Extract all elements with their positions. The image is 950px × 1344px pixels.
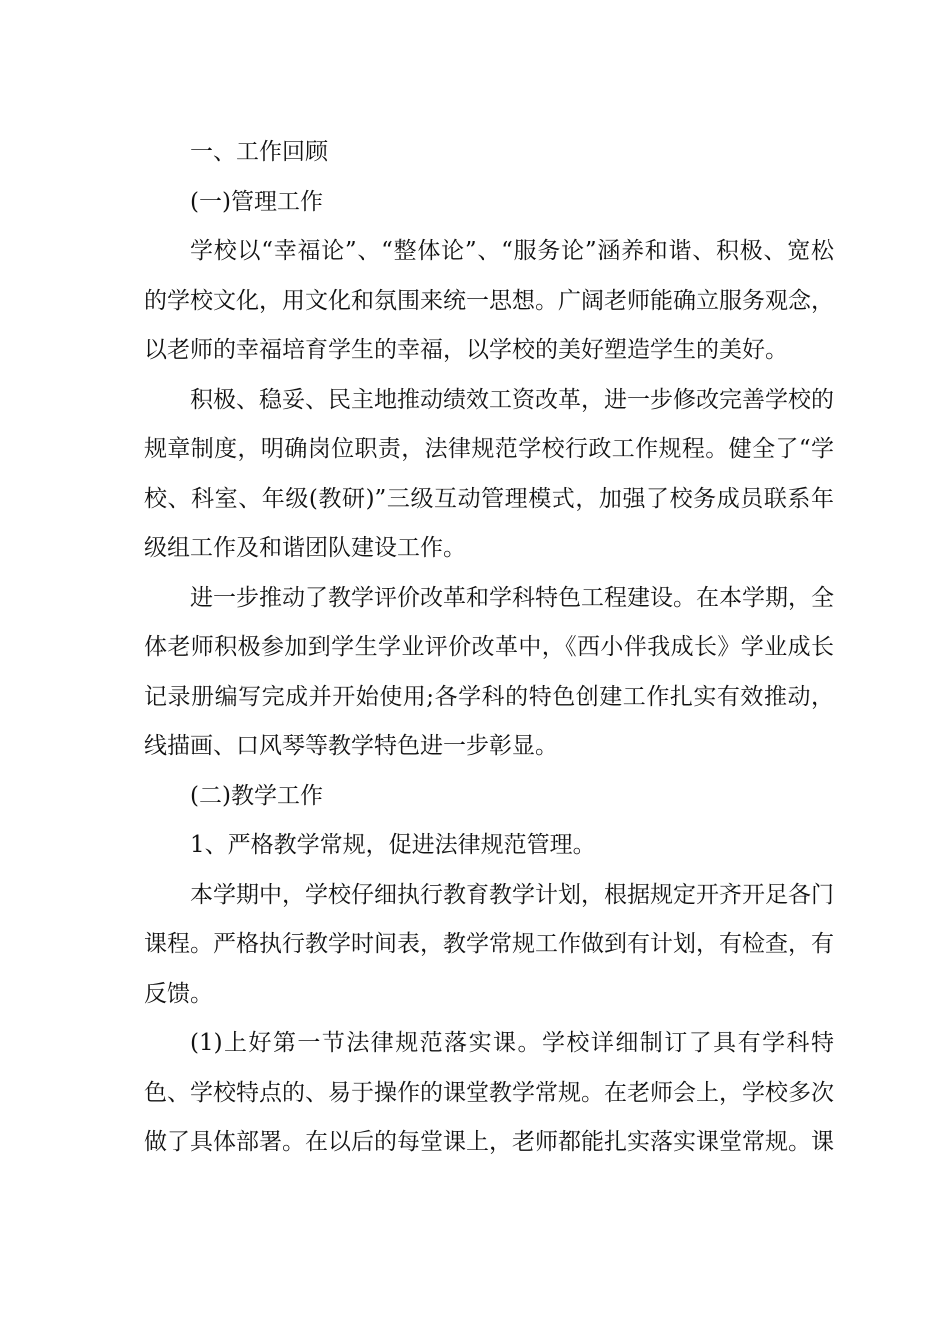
item-heading-teaching-routine: 1、严格教学常规，促进法律规范管理。 bbox=[190, 832, 596, 858]
paragraph-first-lesson: (1)上好第一节法律规范落实课。学校详细制订了具有学科特色、学校特点的、易于操作的课堂教学常规。在老师会上，学校多次做了具体部署。在以后的每堂课上，老师都能扎实落实课堂常规。课 bbox=[144, 1030, 834, 1155]
paragraph-salary-reform: 积极、稳妥、民主地推动绩效工资改革，进一步修改完善学校的规章制度，明确岗位职责，法律规范学校行政工作规程。健全了“学校、科室、年级(教研)”三级互动管理模式，加强了校务成员联系年级组工作及和谐团队建设工作。 bbox=[144, 386, 834, 561]
paragraph-evaluation-reform: 进一步推动了教学评价改革和学科特色工程建设。在本学期，全体老师积极参加到学生学业评价改革中，《西小伴我成长》学业成长记录册编写完成并开始使用;各学科的特色创建工作扎实有效推动，线描画、口风琴等教学特色进一步彰显。 bbox=[144, 584, 834, 759]
paragraph-school-culture: 学校以“幸福论”、“整体论”、“服务论”涵养和谐、积极、宽松的学校文化，用文化和氛围来统一思想。广阔老师能确立服务观念，以老师的幸福培育学生的幸福，以学校的美好塑造学生的美好。 bbox=[144, 238, 834, 363]
paragraph-teaching-plan: 本学期中，学校仔细执行教育教学计划，根据规定开齐开足各门课程。严格执行教学时间表，教学常规工作做到有计划，有检查，有反馈。 bbox=[144, 881, 834, 1007]
document-body bbox=[144, 128, 834, 1168]
subsection-heading-management: (一)管理工作 bbox=[190, 188, 323, 215]
section-heading-work-review: 一、工作回顾 bbox=[190, 139, 328, 165]
subsection-heading-teaching: (二)教学工作 bbox=[190, 782, 323, 809]
